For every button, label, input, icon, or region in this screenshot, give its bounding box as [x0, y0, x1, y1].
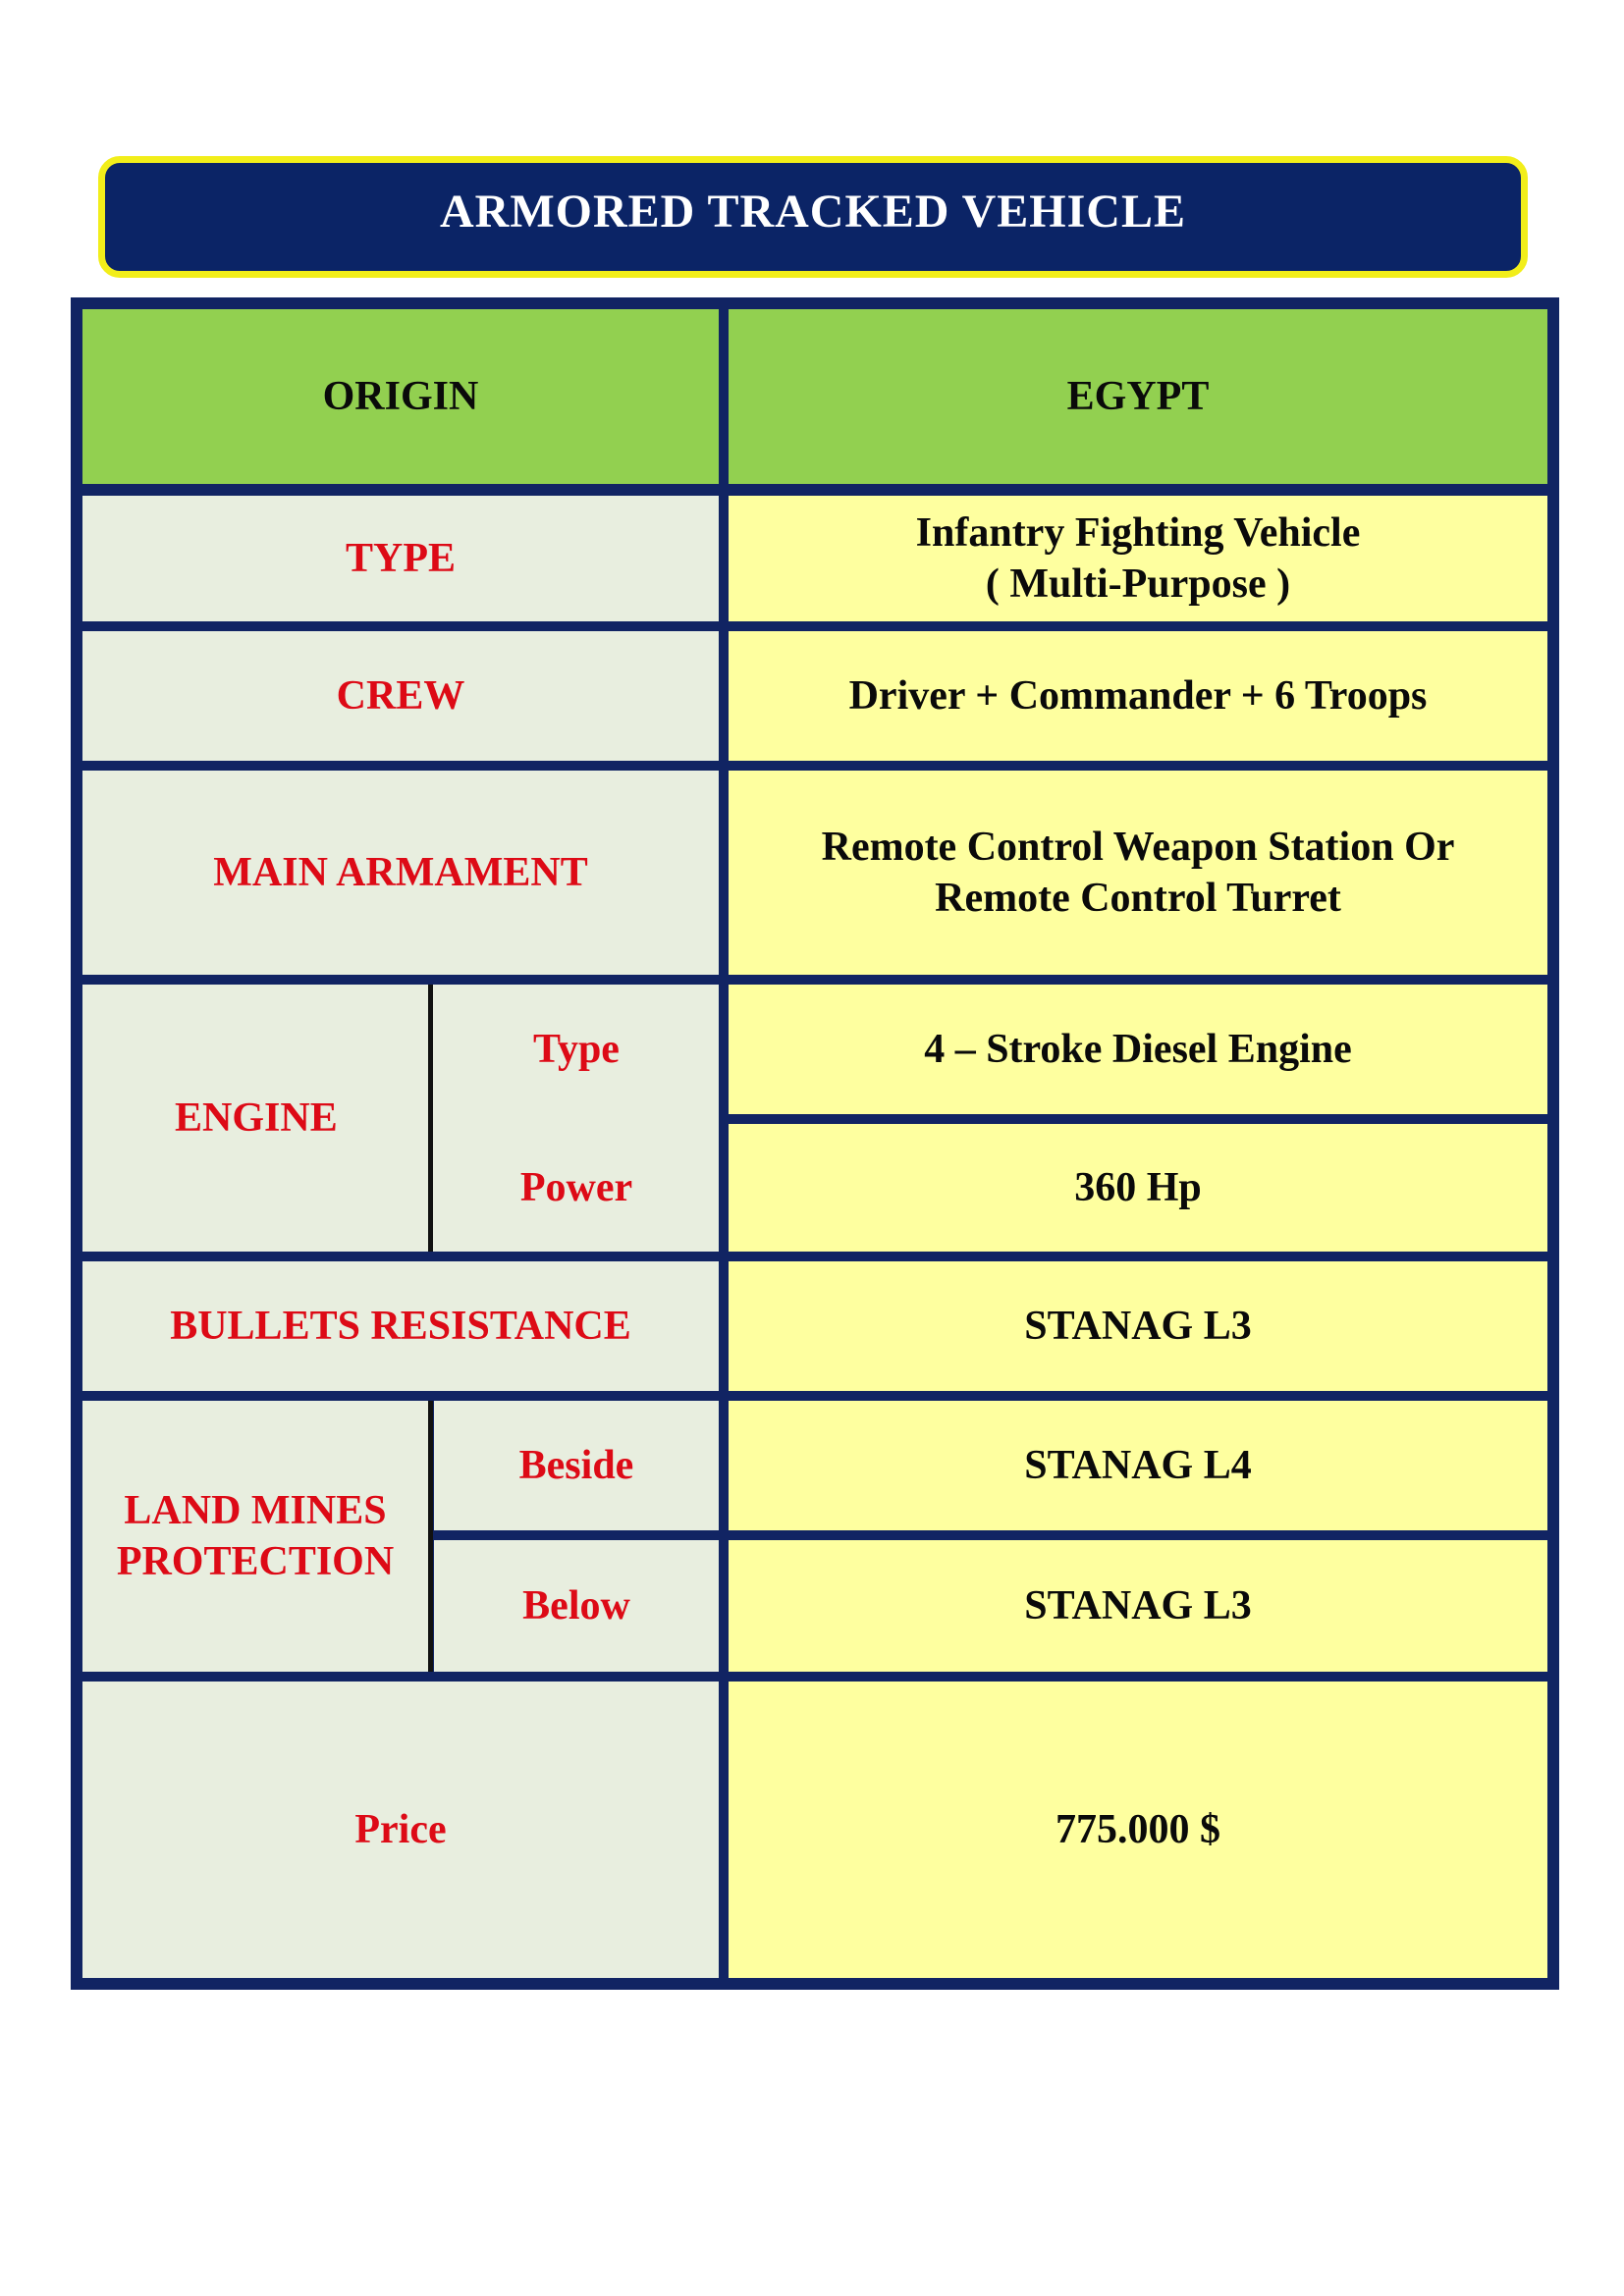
price-value: 775.000 $ — [729, 1682, 1547, 1978]
main-armament-value: Remote Control Weapon Station Or Remote Control Turret — [729, 771, 1547, 975]
land-mines-protection-label: LAND MINES PROTECTION — [82, 1401, 428, 1672]
land-mines-beside-value: STANAG L4 — [729, 1401, 1547, 1530]
land-mines-subcolumn-divider — [428, 1401, 433, 1672]
engine-subcolumn-divider — [428, 985, 433, 1252]
engine-label: ENGINE — [82, 985, 719, 1252]
crew-label: CREW — [82, 631, 719, 761]
origin-label: ORIGIN — [82, 309, 719, 484]
origin-value: EGYPT — [729, 309, 1547, 484]
engine-power-value: 360 Hp — [729, 1124, 1547, 1252]
land-mines-beside-label: Beside — [434, 1401, 719, 1530]
type-value: Infantry Fighting Vehicle ( Multi-Purpose ) — [729, 496, 1547, 621]
price-label: Price — [82, 1682, 719, 1978]
crew-value: Driver + Commander + 6 Troops — [729, 631, 1547, 761]
engine-power-label: Power — [434, 1124, 719, 1252]
spec-table — [71, 297, 1559, 1990]
bullets-resistance-value: STANAG L3 — [729, 1261, 1547, 1391]
main-armament-label: MAIN ARMAMENT — [82, 771, 719, 975]
engine-type-label: Type — [434, 985, 719, 1114]
type-label: TYPE — [82, 496, 719, 621]
land-mines-below-value: STANAG L3 — [729, 1540, 1547, 1672]
title-banner — [98, 156, 1528, 278]
engine-type-value: 4 – Stroke Diesel Engine — [729, 985, 1547, 1114]
land-mines-below-label: Below — [434, 1540, 719, 1672]
bullets-resistance-label: BULLETS RESISTANCE — [82, 1261, 719, 1391]
document-title: ARMORED TRACKED VEHICLE — [440, 185, 1186, 238]
